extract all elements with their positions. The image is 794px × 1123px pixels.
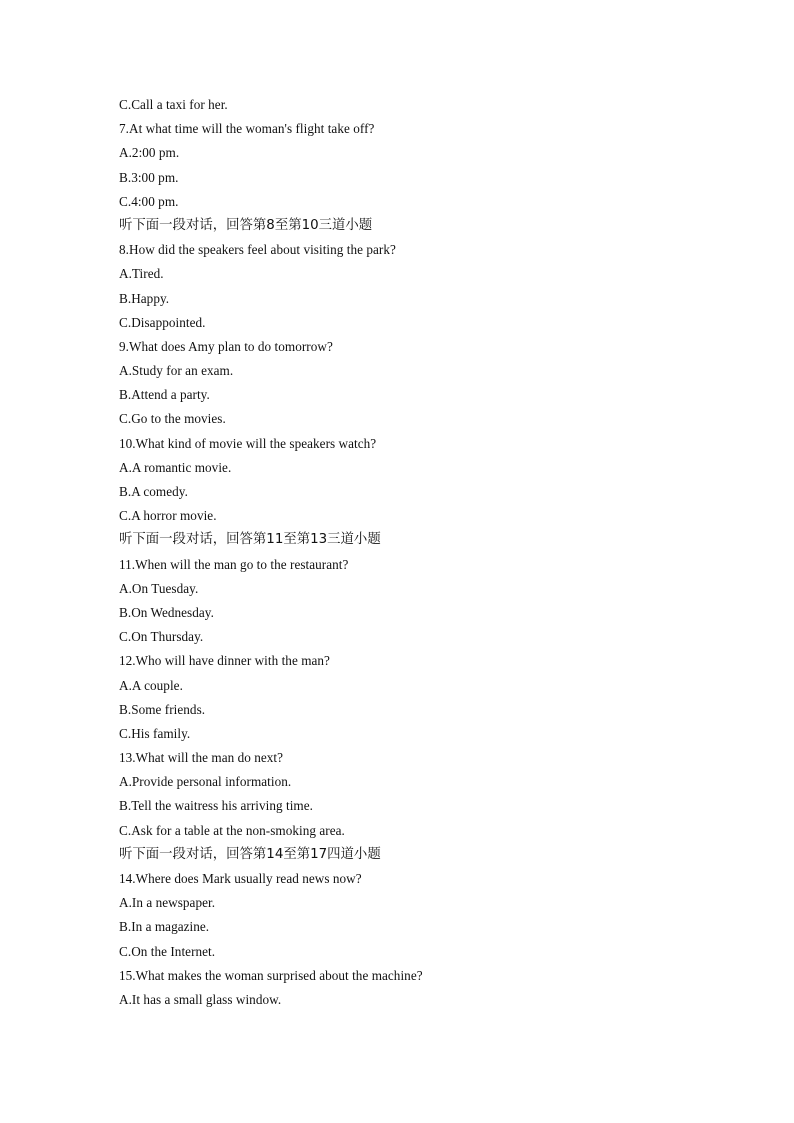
- answer-option: A.2:00 pm.: [119, 145, 180, 161]
- answer-option: C.4:00 pm.: [119, 193, 179, 209]
- answer-option: B.In a magazine.: [119, 919, 210, 935]
- question-text: 13.What will the man do next?: [119, 750, 284, 766]
- question-text: 8.How did the speakers feel about visiting the park?: [119, 242, 396, 258]
- section-instruction: 听下面一段对话，回答第14至第17四道小题: [119, 846, 381, 862]
- answer-option: B.Tell the waitress his arriving time.: [119, 798, 313, 814]
- question-text: 7.At what time will the woman's flight take off?: [119, 121, 375, 137]
- document-page: [119, 93, 679, 1012]
- question-text: 11.When will the man go to the restaurant?: [119, 556, 349, 572]
- answer-option: C.Go to the movies.: [119, 411, 226, 427]
- question-text: 14.Where does Mark usually read news now?: [119, 871, 362, 886]
- answer-option: C.On Thursday.: [119, 629, 204, 645]
- answer-option: A.Provide personal information.: [119, 774, 292, 790]
- answer-option: B.Attend a party.: [119, 387, 210, 403]
- answer-option: C.On the Internet.: [119, 943, 216, 959]
- answer-option: C.Call a taxi for her.: [119, 97, 228, 112]
- answer-option: A.In a newspaper.: [119, 895, 216, 911]
- answer-option: B.Some friends.: [119, 701, 206, 717]
- answer-option: B.On Wednesday.: [119, 604, 214, 620]
- answer-option: A.A couple.: [119, 677, 183, 693]
- answer-option: C.Ask for a table at the non-smoking area.: [119, 822, 345, 838]
- question-text: 12.Who will have dinner with the man?: [119, 653, 330, 669]
- answer-option: B.Happy.: [119, 290, 170, 306]
- question-text: 15.What makes the woman surprised about the machine?: [119, 967, 423, 983]
- section-instruction: 听下面一段对话，回答第8至第10三道小题: [119, 217, 373, 233]
- answer-option: C.A horror movie.: [119, 508, 217, 524]
- answer-option: A.Study for an exam.: [119, 363, 234, 379]
- answer-option: B.A comedy.: [119, 484, 188, 499]
- answer-option: A.A romantic movie.: [119, 459, 232, 475]
- answer-option: A.Tired.: [119, 266, 164, 282]
- answer-option: A.On Tuesday.: [119, 580, 199, 596]
- answer-option: C.His family.: [119, 725, 191, 741]
- answer-option: B.3:00 pm.: [119, 169, 179, 185]
- answer-option: A.It has a small glass window.: [119, 991, 282, 1007]
- question-text: 9.What does Amy plan to do tomorrow?: [119, 338, 333, 354]
- answer-option: C.Disappointed.: [119, 314, 206, 330]
- section-instruction: 听下面一段对话，回答第11至第13三道小题: [119, 532, 381, 548]
- question-text: 10.What kind of movie will the speakers watch?: [119, 435, 377, 451]
